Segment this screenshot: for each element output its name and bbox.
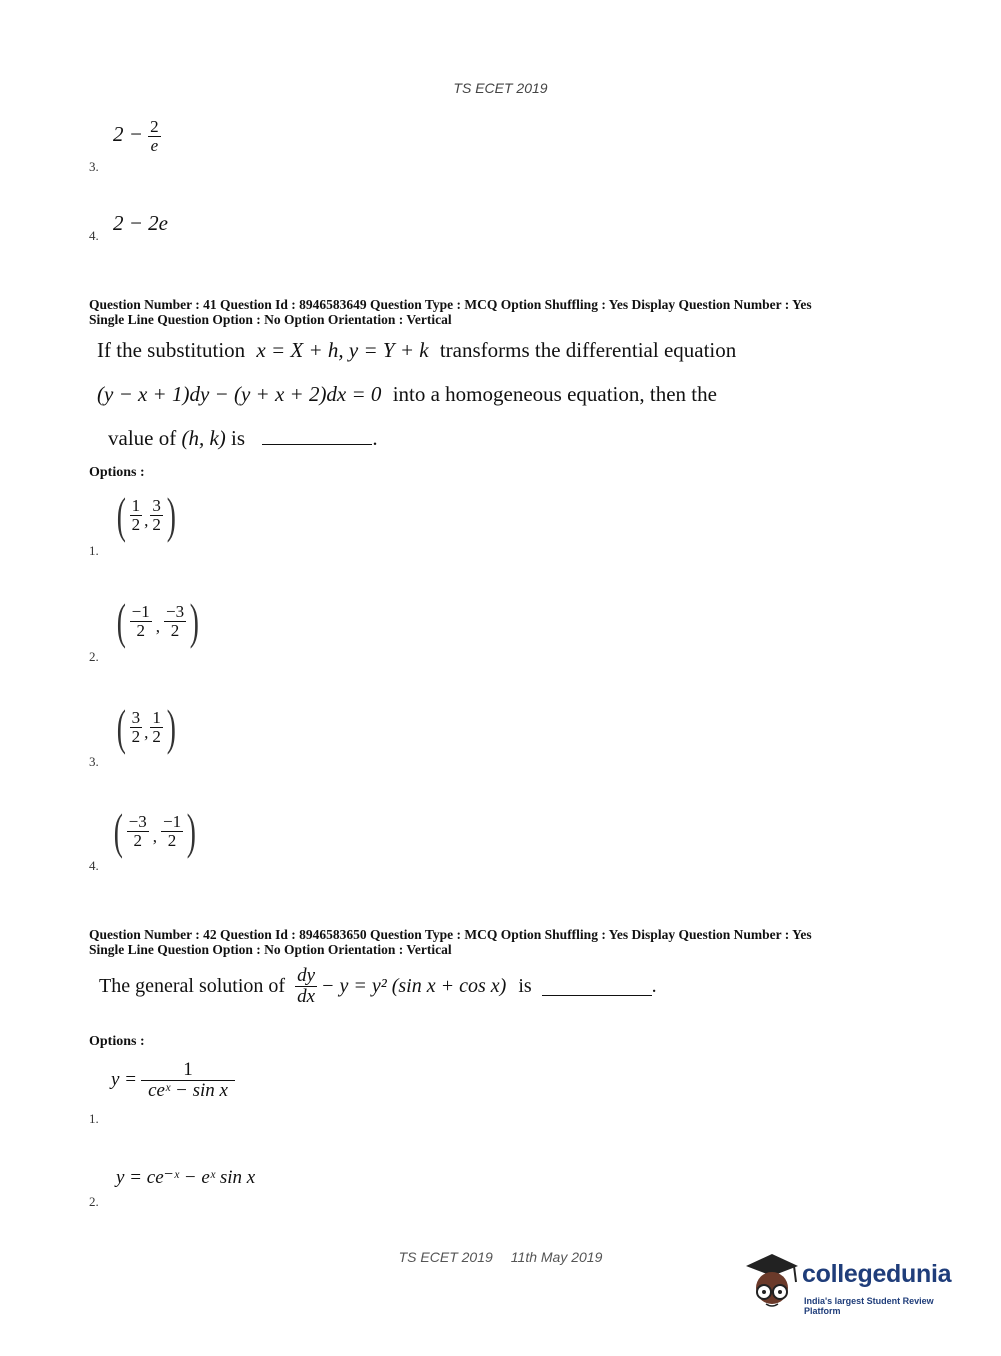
q42-option-1-fraction-den: ceˣ − sin x — [148, 1079, 228, 1101]
page-header: TS ECET 2019 — [453, 80, 548, 96]
q41-option-1-a-den: 2 — [131, 514, 141, 534]
prev-option-4-number: 4. — [89, 228, 99, 243]
q41-option-4-a-den: 2 — [133, 830, 142, 850]
logo-tagline: India's largest Student Review Platform — [804, 1296, 934, 1316]
q42-option-1-number: 1. — [89, 1111, 99, 1126]
q41-meta-line-1: Question Number : 41 Question Id : 8946583649 Question Type : MCQ Option Shuffling : Yes Display Question Number : Yes — [89, 297, 812, 312]
q41-option-1-b-den: 2 — [152, 514, 161, 534]
q42-question-text — [99, 966, 657, 1007]
q41-hk: (h, k) — [181, 426, 226, 450]
q41-option-3-b-num: 1 — [152, 707, 161, 727]
q41-option-4-a-num: −3 — [128, 811, 147, 831]
q41-option-3-expression: ( $\frac{3}{2}$ , $\frac{1}{2}$ ) — [116, 699, 176, 755]
q41-option-3-a-num: 3 — [131, 707, 141, 727]
q42-equation: − y = y² (sin x + cos x) — [321, 974, 507, 997]
q42-option-2-number: 2. — [89, 1194, 99, 1209]
q41-option-2-a-den: 2 — [136, 620, 145, 640]
q41-option-1-number: 1. — [89, 543, 99, 558]
mascot-icon — [742, 1252, 802, 1314]
q41-option-4-expression: ( $\frac{-3}{2}$ , $\frac{-1}{2}$ ) — [113, 803, 197, 859]
prev-option-3-expression — [113, 118, 161, 155]
footer-date: 11th May 2019 — [510, 1249, 603, 1265]
q41-text-line-3-end: . — [372, 426, 378, 450]
q41-options-label: Options : — [89, 465, 145, 480]
q41-text-line-3-c: is — [231, 426, 246, 450]
prev-option-3-fraction-num: 2 — [150, 117, 159, 136]
prev-option-3-number: 3. — [89, 159, 99, 174]
q42-text-end: . — [651, 974, 657, 997]
q41-option-2-a-num: −1 — [131, 601, 150, 621]
q42-meta-line-2: Single Line Question Option : No Option Orientation : Vertical — [89, 942, 452, 957]
q41-option-4-number: 4. — [89, 858, 99, 873]
q41-option-1-expression: ( $\frac{1}{2}$ , $\frac{3}{2}$ ) — [116, 487, 176, 543]
prev-option-3-fraction-den: e — [150, 135, 159, 155]
prev-option-3-lead: 2 − — [113, 122, 143, 147]
q41-text-line-1-a: If the substitution — [97, 338, 246, 362]
q41-option-3-b-den: 2 — [152, 726, 161, 746]
q41-text-line-1 — [97, 338, 736, 363]
q41-option-4-b-den: 2 — [167, 830, 177, 850]
q41-text-line-3-a: value of — [108, 426, 177, 450]
q41-text-line-2-b: into a homogeneous equation, then the — [392, 382, 717, 406]
q42-option-2-expression: y = ce⁻ˣ − eˣ sin x — [116, 1167, 256, 1188]
q41-option-2-b-den: 2 — [170, 620, 180, 640]
q42-derivative-num: dy — [297, 965, 315, 986]
q42-option-1-lhs: y = — [111, 1069, 138, 1091]
q41-substitution: x = X + h, y = Y + k — [256, 338, 429, 362]
q41-option-1-a-num: 1 — [131, 495, 141, 515]
q41-equation: (y − x + 1)dy − (y + x + 2)dx = 0 — [97, 382, 382, 406]
q41-text-line-3 — [108, 426, 378, 451]
q41-option-2-b-num: −3 — [166, 601, 185, 621]
q41-meta-line-2: Single Line Question Option : No Option Orientation : Vertical — [89, 312, 452, 327]
q42-text-c: is — [518, 974, 532, 997]
q42-meta-line-1: Question Number : 42 Question Id : 8946583650 Question Type : MCQ Option Shuffling : Yes Display Question Number : Yes — [89, 927, 812, 942]
prev-option-4-expression: 2 − 2e — [113, 211, 168, 235]
q41-option-2-number: 2. — [89, 649, 99, 664]
q42-option-1-fraction — [141, 1060, 235, 1101]
prev-option-3-fraction — [148, 118, 161, 155]
footer-exam: TS ECET 2019 — [398, 1249, 493, 1265]
q41-option-2-expression: ( $\frac{-1}{2}$ , $\frac{-3}{2}$ ) — [116, 593, 200, 649]
q42-option-1-fraction-num: 1 — [141, 1060, 235, 1081]
logo-brand: collegedunia — [802, 1260, 952, 1288]
q42-answer-blank — [542, 977, 652, 996]
q41-text-line-2 — [97, 382, 717, 407]
q41-answer-blank — [262, 444, 372, 445]
q42-text-a: The general solution of — [99, 974, 286, 997]
q41-option-3-number: 3. — [89, 754, 99, 769]
collegedunia-logo — [742, 1252, 972, 1320]
q41-option-3-a-den: 2 — [131, 726, 141, 746]
q42-options-label: Options : — [89, 1034, 145, 1049]
q41-text-line-1-c: transforms the differential equation — [439, 338, 737, 362]
q42-derivative — [295, 966, 317, 1007]
q41-option-1-b-num: 3 — [152, 495, 161, 515]
q41-option-4-b-num: −1 — [163, 811, 182, 831]
q42-option-1-expression — [111, 1060, 235, 1101]
q42-derivative-den: dx — [297, 985, 315, 1007]
